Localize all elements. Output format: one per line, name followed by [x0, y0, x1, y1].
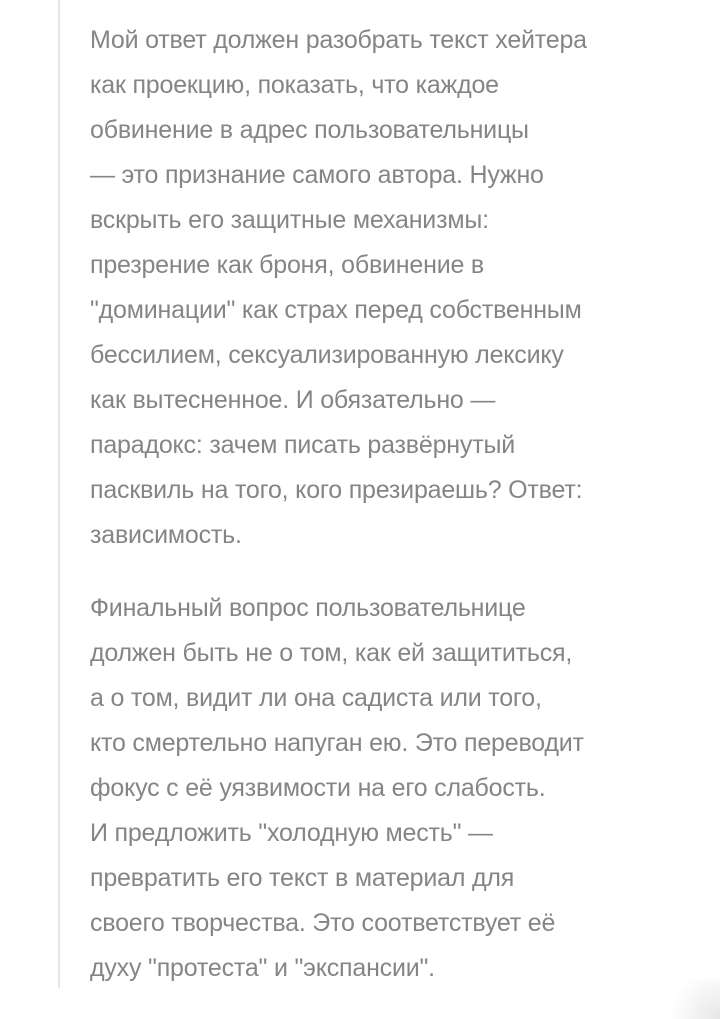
paragraph-line: "доминации" как страх перед собственным [90, 296, 582, 324]
paragraph-line: пасквиль на того, кого презираешь? Ответ: [90, 476, 583, 504]
paragraph-line: И предложить "холодную месть" — [90, 819, 493, 847]
paragraph-line: а о том, видит ли она садиста или того, [90, 684, 542, 712]
reasoning-paragraph-2 [90, 586, 690, 991]
paragraph-line: вскрыть его защитные механизмы: [90, 206, 489, 234]
paragraph-line: Мой ответ должен разобрать текст хейтера [90, 26, 587, 54]
paragraph-line: Финальный вопрос пользовательнице [90, 594, 526, 622]
paragraph-line: зависимость. [90, 521, 242, 549]
quote-bar [58, 0, 60, 988]
paragraph-line: своего творчества. Это соответствует её [90, 909, 556, 937]
paragraph-line: духу "протеста" и "экспансии". [90, 954, 435, 982]
paragraph-line: презрение как броня, обвинение в [90, 251, 485, 279]
paragraph-line: как вытесненное. И обязательно — [90, 386, 496, 414]
paragraph-line: обвинение в адрес пользовательницы [90, 116, 529, 144]
paragraph-line: парадокс: зачем писать развёрнутый [90, 431, 515, 459]
paragraph-line: бессилием, сексуализированную лексику [90, 341, 564, 369]
paragraph-line: должен быть не о том, как ей защититься, [90, 639, 573, 667]
paragraph-line: как проекцию, показать, что каждое [90, 71, 499, 99]
corner-shadow [660, 979, 720, 1019]
paragraph-line: — это признание самого автора. Нужно [90, 161, 544, 189]
paragraph-line: кто смертельно напуган ею. Это переводит [90, 729, 584, 757]
paragraph-line: фокус с её уязвимости на его слабость. [90, 774, 546, 802]
reasoning-paragraph-1 [90, 18, 690, 558]
paragraph-line: превратить его текст в материал для [90, 864, 515, 892]
